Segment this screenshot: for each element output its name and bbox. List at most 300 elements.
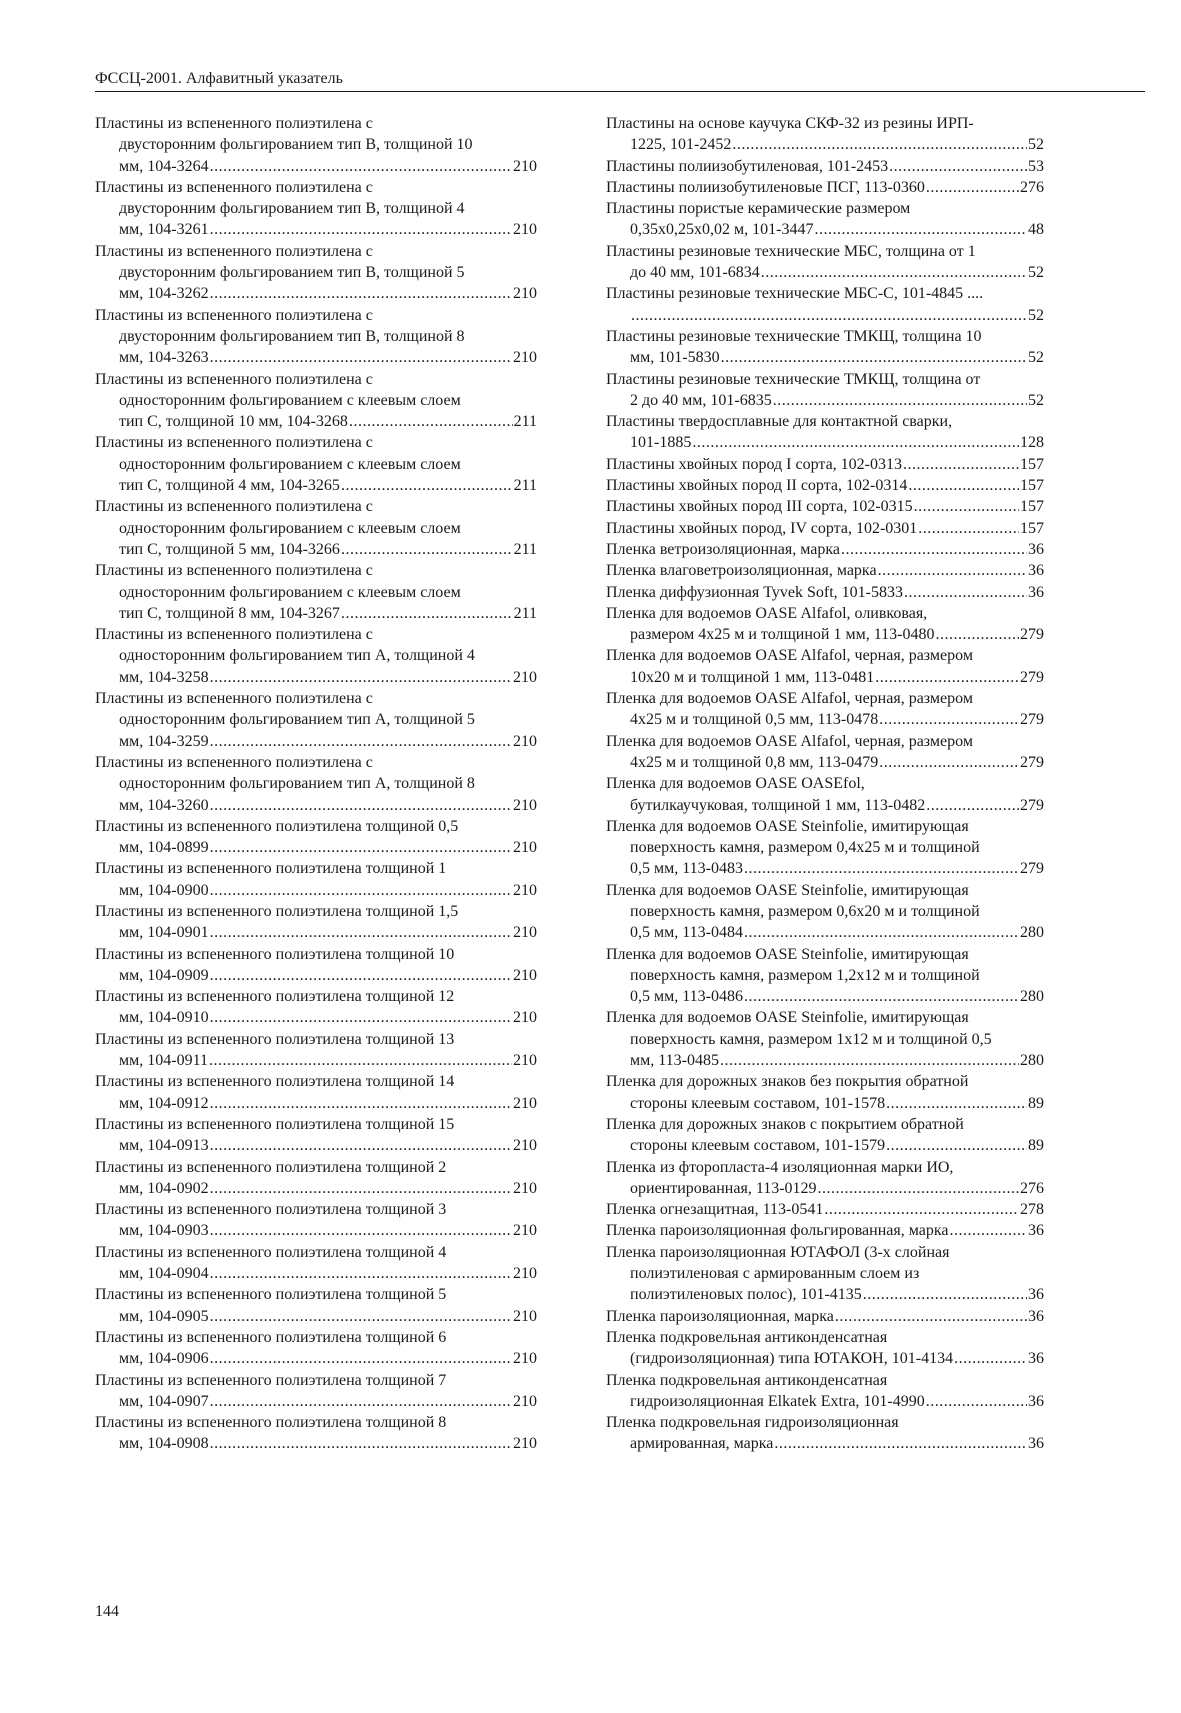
index-entry-text: Пластины из вспененного полиэтилена толщиной 13 [95, 1030, 455, 1048]
index-entry-text: Пленка для водоемов OASE Steinfolie, имитирующая [606, 1009, 969, 1027]
index-entry-page: 211 [513, 540, 537, 558]
index-entry [606, 1306, 1044, 1327]
index-entry-text: Пленка огнезащитная, 113-0541 [606, 1201, 824, 1219]
index-entry [606, 198, 1044, 241]
index-entry-page: 89 [1028, 1094, 1044, 1112]
index-entry [606, 283, 1044, 326]
index-entry-last-line [606, 1220, 1044, 1241]
index-entry-page: 279 [1020, 860, 1044, 878]
dot-leader [210, 1135, 512, 1156]
index-entry-text: Пластины полиизобутиленовая, 101-2453 [606, 157, 889, 175]
dot-leader [210, 156, 512, 177]
index-entry-last-line [606, 709, 1044, 730]
dot-leader [210, 219, 512, 240]
index-entry-page: 52 [1028, 136, 1044, 154]
index-entry-text: Пленка для водоемов OASE Alfafol, черная, размером [606, 647, 973, 665]
dot-leader [886, 1093, 1027, 1114]
index-entry [95, 1242, 537, 1285]
dot-leader [744, 922, 1019, 943]
index-entry-last-line [95, 965, 537, 986]
index-entry-text: Пластины из вспененного полиэтилена с [95, 370, 373, 388]
index-entry [95, 816, 537, 859]
index-entry-text: Пластины из вспененного полиэтилена с [95, 498, 373, 516]
index-entry-page: 36 [1028, 1392, 1044, 1410]
index-entry-page: 210 [513, 839, 537, 857]
index-column-left [95, 113, 537, 1455]
index-entry-page: 36 [1028, 540, 1044, 558]
index-entry-last-line [95, 603, 537, 624]
index-entry-text: Пластины из вспененного полиэтилена толщиной 1 [95, 860, 447, 878]
index-entry-text: Пленка для водоемов OASE Alfafol, черная, размером [606, 690, 973, 708]
index-entry-last-line [95, 1007, 537, 1028]
dot-leader [744, 858, 1019, 879]
index-entry-text: мм, 104-3264 [119, 157, 209, 175]
index-entry-last-line [606, 1348, 1044, 1369]
dot-leader [721, 347, 1027, 368]
index-entry-text: Пластины из вспененного полиэтилена с [95, 562, 373, 580]
index-entry [606, 1370, 1044, 1413]
index-entry-text: мм, 101-5830 [630, 349, 720, 367]
index-entry-page: 280 [1020, 988, 1044, 1006]
index-entry-page: 210 [513, 1392, 537, 1410]
index-entry-text: мм, 113-0485 [630, 1052, 719, 1070]
index-entry-page: 210 [513, 924, 537, 942]
index-entry-text: Пленка для дорожных знаков без покрытия обратной [606, 1073, 969, 1091]
index-entry [606, 1242, 1044, 1306]
index-entry-text: ориентированная, 113-0129 [630, 1179, 817, 1197]
index-entry-last-line [606, 1306, 1044, 1327]
index-entry-text: Пластины из вспененного полиэтилена с [95, 753, 373, 771]
index-entry [95, 752, 537, 816]
index-entry-page: 210 [513, 349, 537, 367]
index-entry-last-line [95, 837, 537, 858]
index-entry-page: 210 [513, 1137, 537, 1155]
index-entry-text: Пластины хвойных пород I сорта, 102-0313 [606, 455, 903, 473]
index-entry-page: 211 [513, 477, 537, 495]
index-entry-text: Пластины из вспененного полиэтилена толщиной 3 [95, 1201, 447, 1219]
index-entry-text: Пленка ветроизоляционная, марка [606, 540, 840, 558]
index-entry-text: поверхность камня, размером 1,2х12 м и толщиной [630, 966, 980, 984]
index-entry-last-line [95, 1348, 537, 1369]
index-entry-page: 210 [513, 1222, 537, 1240]
index-entry-text: 0,35х0,25х0,02 м, 101-3447 [630, 221, 814, 239]
dot-leader [824, 1199, 1019, 1220]
index-entry-text: Пластины резиновые технические ТМКЩ, толщина 10 [606, 327, 982, 345]
index-entry-text: Пленка влаговетроизоляционная, марка [606, 562, 877, 580]
index-entry-last-line [95, 1433, 537, 1454]
dot-leader [210, 1391, 512, 1412]
index-entry-page: 36 [1028, 1307, 1044, 1325]
index-entry-text: армированная, марка [630, 1435, 774, 1453]
index-entry-text: Пластины из вспененного полиэтилена с [95, 115, 373, 132]
index-entry-last-line [606, 347, 1044, 368]
dot-leader [914, 496, 1019, 517]
index-entry-text: Пластины хвойных пород, IV сорта, 102-0301 [606, 519, 918, 537]
index-entry-text: мм, 104-0901 [119, 924, 209, 942]
dot-leader [761, 262, 1027, 283]
index-entry-last-line [606, 219, 1044, 240]
index-entry-last-line [606, 1178, 1044, 1199]
index-entry [606, 1071, 1044, 1114]
index-entry-text: Пластины из вспененного полиэтилена толщиной 10 [95, 945, 455, 963]
index-entry-text: размером 4х25 м и толщиной 1 мм, 113-0480 [630, 626, 935, 644]
index-entry-text: односторонним фольгированием тип А, толщиной 4 [119, 647, 475, 665]
index-entry-last-line [606, 390, 1044, 411]
index-entry-text: 2 до 40 мм, 101-6835 [630, 391, 772, 409]
index-entry-text: Пластины на основе каучука СКФ-32 из резины ИРП- [606, 115, 974, 132]
index-entry-page: 211 [513, 604, 537, 622]
index-entry-text: (гидроизоляционная) типа ЮТАКОН, 101-4134 [630, 1350, 954, 1368]
dot-leader [631, 305, 1027, 326]
index-entry-last-line [95, 1391, 537, 1412]
index-entry-page: 210 [513, 221, 537, 239]
index-entry-last-line [606, 624, 1044, 645]
index-entry-text: Пластины из вспененного полиэтилена толщиной 6 [95, 1328, 447, 1346]
index-entry-text: Пленка для водоемов OASE OASEfol, [606, 775, 865, 793]
dot-leader [210, 795, 512, 816]
index-entry [606, 1412, 1044, 1455]
index-entry [95, 1114, 537, 1157]
index-entry-page: 278 [1020, 1201, 1044, 1219]
index-entry-text: двусторонним фольгированием тип В, толщиной 5 [119, 264, 465, 282]
index-entry [606, 1327, 1044, 1370]
index-entry [606, 475, 1044, 496]
index-entry-text: Пластины из вспененного полиэтилена толщиной 0,5 [95, 817, 459, 835]
index-entry-page: 210 [513, 881, 537, 899]
index-entry-text: мм, 104-0911 [119, 1052, 208, 1070]
index-entry-text: Пленка подкровельная антиконденсатная [606, 1328, 888, 1346]
index-entry [606, 816, 1044, 880]
index-entry [95, 1157, 537, 1200]
index-column-right [606, 113, 1044, 1455]
index-entry-text: мм, 104-0912 [119, 1094, 209, 1112]
index-entry [95, 858, 537, 901]
index-entry [606, 1199, 1044, 1220]
dot-leader [210, 1433, 512, 1454]
index-entry-page: 157 [1020, 455, 1044, 473]
index-entry [606, 454, 1044, 475]
index-entry [95, 560, 537, 624]
index-entry [95, 901, 537, 944]
index-entry-text: мм, 104-3262 [119, 285, 209, 303]
index-entry-page: 210 [513, 1052, 537, 1070]
index-entry-last-line [606, 539, 1044, 560]
index-entry [95, 496, 537, 560]
index-entry [606, 539, 1044, 560]
dot-leader [878, 560, 1027, 581]
dot-leader [875, 667, 1019, 688]
index-entry [606, 1007, 1044, 1071]
index-entry-text: мм, 104-0900 [119, 881, 209, 899]
index-entry-last-line [606, 177, 1044, 198]
index-entry-last-line [606, 560, 1044, 581]
dot-leader [341, 475, 513, 496]
index-entry-text: полиэтиленовая с армированным слоем из [630, 1265, 920, 1283]
index-entry-text: мм, 104-3259 [119, 732, 209, 750]
index-entry-last-line [606, 1284, 1044, 1305]
dot-leader [341, 603, 513, 624]
index-entry-text: стороны клеевым составом, 101-1578 [630, 1094, 886, 1112]
dot-leader [210, 837, 512, 858]
index-entry-last-line [606, 432, 1044, 453]
index-entry [95, 1029, 537, 1072]
index-entry-page: 210 [513, 1009, 537, 1027]
index-entry-text: тип С, толщиной 5 мм, 104-3266 [119, 540, 340, 558]
index-entry-text: мм, 104-0899 [119, 839, 209, 857]
index-entry-text: Пленка подкровельная антиконденсатная [606, 1371, 888, 1389]
index-entry-text: Пленка пароизоляционная ЮТАФОЛ (3-х слойная [606, 1243, 950, 1261]
page-number: 144 [95, 1603, 119, 1620]
index-entry-text: Пластины из вспененного полиэтилена толщиной 1,5 [95, 902, 459, 920]
index-entry-page: 48 [1028, 221, 1044, 239]
dot-leader [341, 539, 513, 560]
dot-leader [935, 624, 1019, 645]
index-entry [95, 1284, 537, 1327]
index-entry-text: Пластины из вспененного полиэтилена с [95, 306, 373, 324]
index-entry-text: полиэтиленовых полос), 101-4135 [630, 1286, 862, 1304]
index-entry-text: тип С, толщиной 10 мм, 104-3268 [119, 413, 348, 431]
index-entry-page: 52 [1028, 349, 1044, 367]
index-entry-text: Пластины хвойных пород III сорта, 102-0315 [606, 498, 913, 516]
dot-leader [818, 1178, 1019, 1199]
index-entry [95, 369, 537, 433]
index-entry-last-line [95, 411, 537, 432]
index-entry-text: Пленка для водоемов OASE Alfafol, черная, размером [606, 732, 973, 750]
index-entry [606, 1157, 1044, 1200]
dot-leader [949, 1220, 1027, 1241]
dot-leader [210, 965, 512, 986]
dot-leader [863, 1284, 1027, 1305]
index-entry-text: бутилкаучуковая, толщиной 1 мм, 113-0482 [630, 796, 926, 814]
index-entry-page: 210 [513, 1350, 537, 1368]
index-entry-text: односторонним фольгированием с клеевым слоем [119, 455, 461, 473]
index-entry-last-line [606, 518, 1044, 539]
index-entry-last-line [95, 156, 537, 177]
index-entry [606, 113, 1044, 156]
index-entry-page: 157 [1020, 477, 1044, 495]
index-entry [95, 1370, 537, 1413]
index-entry [95, 944, 537, 987]
index-entry-last-line [606, 1135, 1044, 1156]
index-entry-last-line [606, 1199, 1044, 1220]
index-entry-page: 280 [1020, 924, 1044, 942]
dot-leader [879, 752, 1019, 773]
index-entry [95, 688, 537, 752]
dot-leader [954, 1348, 1027, 1369]
index-entry [606, 1114, 1044, 1157]
dot-leader [926, 177, 1019, 198]
index-entry-text: поверхность камня, размером 0,4х25 м и толщиной [630, 839, 980, 857]
index-entry-last-line [606, 922, 1044, 943]
dot-leader [904, 582, 1027, 603]
index-entry-last-line [606, 134, 1044, 155]
index-entry-page: 36 [1028, 1435, 1044, 1453]
index-entry-text: 0,5 мм, 113-0486 [630, 988, 743, 1006]
index-entry-page: 36 [1028, 1350, 1044, 1368]
index-entry-text: мм, 104-3258 [119, 668, 209, 686]
index-entry [606, 326, 1044, 369]
dot-leader [692, 432, 1019, 453]
index-entry-page: 89 [1028, 1137, 1044, 1155]
index-entry-page: 210 [513, 1435, 537, 1453]
index-entry [95, 305, 537, 369]
index-entry-page: 36 [1028, 583, 1044, 601]
dot-leader [210, 283, 512, 304]
index-entry-text: односторонним фольгированием тип А, толщиной 5 [119, 711, 475, 729]
index-entry-text: тип С, толщиной 8 мм, 104-3267 [119, 604, 340, 622]
dot-leader [814, 219, 1027, 240]
index-entry-text: Пленка пароизоляционная фольгированная, марка [606, 1222, 949, 1240]
index-entry-text: двусторонним фольгированием тип В, толщиной 4 [119, 200, 465, 218]
dot-leader [210, 1263, 512, 1284]
index-entry-last-line [606, 1050, 1044, 1071]
index-entry-text: мм, 104-0910 [119, 1009, 209, 1027]
dot-leader [908, 475, 1019, 496]
index-entry-page: 53 [1028, 157, 1044, 175]
dot-leader [903, 454, 1019, 475]
index-entry-last-line [606, 667, 1044, 688]
index-entry-page: 279 [1020, 796, 1044, 814]
dot-leader [835, 1306, 1027, 1327]
index-entry-page: 210 [513, 668, 537, 686]
index-entry-last-line [606, 1433, 1044, 1454]
index-entry-page: 210 [513, 732, 537, 750]
dot-leader [720, 1050, 1019, 1071]
index-entry-text: Пленка для водоемов OASE Steinfolie, имитирующая [606, 817, 969, 835]
index-entry-last-line [95, 1050, 537, 1071]
index-entry-last-line [606, 496, 1044, 517]
index-entry [606, 645, 1044, 688]
index-entry-last-line [95, 1135, 537, 1156]
index-entry-text: Пластины твердосплавные для контактной сварки, [606, 413, 953, 431]
index-entry [606, 603, 1044, 646]
index-entry-text: Пластины из вспененного полиэтилена толщиной 12 [95, 988, 455, 1006]
dot-leader [210, 347, 512, 368]
index-entry-text: поверхность камня, размером 1х12 м и толщиной 0,5 [630, 1030, 992, 1048]
index-entry [606, 496, 1044, 517]
index-entry-page: 52 [1028, 391, 1044, 409]
dot-leader [918, 518, 1019, 539]
index-entry-page: 157 [1020, 498, 1044, 516]
index-entry-last-line [95, 1306, 537, 1327]
index-entry-last-line [95, 731, 537, 752]
index-entry-last-line [95, 1093, 537, 1114]
dot-leader [926, 795, 1019, 816]
index-entry-page: 52 [1028, 264, 1044, 282]
index-entry-text: Пластины из вспененного полиэтилена с [95, 434, 373, 452]
index-entry [606, 518, 1044, 539]
index-entry-last-line [606, 1093, 1044, 1114]
index-entry-page: 211 [513, 413, 537, 431]
dot-leader [879, 709, 1019, 730]
index-entry-last-line [95, 347, 537, 368]
dot-leader [886, 1135, 1027, 1156]
index-entry [606, 241, 1044, 284]
index-entry [606, 411, 1044, 454]
dot-leader [889, 156, 1027, 177]
index-entry-text: Пленка для дорожных знаков с покрытием обратной [606, 1115, 964, 1133]
index-entry [606, 369, 1044, 412]
dot-leader [926, 1391, 1027, 1412]
dot-leader [210, 667, 512, 688]
dot-leader [773, 390, 1027, 411]
index-entry-page: 36 [1028, 1222, 1044, 1240]
index-entry [95, 1412, 537, 1455]
index-entry-text: Пластины полиизобутиленовые ПСГ, 113-0360 [606, 178, 925, 196]
index-entry-text: мм, 104-0902 [119, 1179, 209, 1197]
index-entry [95, 432, 537, 496]
index-entry-text: Пластины резиновые технические МБС, толщина от 1 [606, 242, 976, 260]
index-entry-last-line [95, 1263, 537, 1284]
dot-leader [209, 1050, 512, 1071]
index-entry-page: 276 [1020, 178, 1044, 196]
index-entry-text: Пленка из фторопласта-4 изоляционная марки ИО, [606, 1158, 954, 1176]
index-entry-last-line [95, 880, 537, 901]
index-entry-text: Пластины из вспененного полиэтилена с [95, 690, 373, 708]
index-entry-text: Пленка пароизоляционная, марка [606, 1307, 834, 1325]
index-entry [606, 944, 1044, 1008]
index-entry [95, 986, 537, 1029]
index-entry-text: 0,5 мм, 113-0483 [630, 860, 743, 878]
index-entry [95, 241, 537, 305]
index-entry-last-line [95, 1220, 537, 1241]
index-entry-text: Пластины из вспененного полиэтилена толщиной 2 [95, 1158, 447, 1176]
index-entry-text: мм, 104-0908 [119, 1435, 209, 1453]
index-entry-text: мм, 104-0906 [119, 1350, 209, 1368]
index-entry [95, 177, 537, 241]
index-entry-page: 276 [1020, 1179, 1044, 1197]
index-entry [606, 156, 1044, 177]
dot-leader [210, 731, 512, 752]
index-entry-page: 36 [1028, 562, 1044, 580]
index-entry-last-line [606, 262, 1044, 283]
index-entry-last-line [95, 1178, 537, 1199]
index-entry-last-line [606, 305, 1044, 326]
dot-leader [210, 880, 512, 901]
index-entry-text: Пластины из вспененного полиэтилена толщиной 5 [95, 1286, 447, 1304]
index-entry-last-line [606, 156, 1044, 177]
index-entry [95, 1199, 537, 1242]
index-entry-last-line [606, 795, 1044, 816]
index-entry-text: Пластины из вспененного полиэтилена толщиной 7 [95, 1371, 447, 1389]
dot-leader [210, 1093, 512, 1114]
index-entry-text: двусторонним фольгированием тип В, толщиной 8 [119, 327, 465, 345]
index-entry-text: мм, 104-0905 [119, 1307, 209, 1325]
index-entry [606, 560, 1044, 581]
index-entry-page: 280 [1020, 1052, 1044, 1070]
dot-leader [210, 922, 512, 943]
index-entry-text: Пластины из вспененного полиэтилена толщиной 15 [95, 1115, 455, 1133]
index-entry-text: Пластины из вспененного полиэтилена толщиной 4 [95, 1243, 447, 1261]
index-entry-text: 4х25 м и толщиной 0,8 мм, 113-0479 [630, 753, 879, 771]
index-entry-text: мм, 104-0903 [119, 1222, 209, 1240]
index-entry-text: односторонним фольгированием с клеевым слоем [119, 519, 461, 537]
index-entry-text: 101-1885 [630, 434, 692, 452]
dot-leader [349, 411, 513, 432]
index-entry [606, 1220, 1044, 1241]
index-entry-page: 279 [1020, 753, 1044, 771]
index-entry-text: Пленка для водоемов OASE Steinfolie, имитирующая [606, 881, 969, 899]
index-entry-text: Пластины из вспененного полиэтилена с [95, 626, 373, 644]
index-entry-last-line [95, 922, 537, 943]
index-entry-last-line [606, 475, 1044, 496]
index-entry [95, 113, 537, 177]
index-entry-text: мм, 104-3263 [119, 349, 209, 367]
index-entry-text: 10х20 м и толщиной 1 мм, 113-0481 [630, 668, 875, 686]
index-entry-page: 128 [1020, 434, 1044, 452]
index-entry-last-line [606, 454, 1044, 475]
index-entry-text: поверхность камня, размером 0,6х20 м и толщиной [630, 902, 980, 920]
